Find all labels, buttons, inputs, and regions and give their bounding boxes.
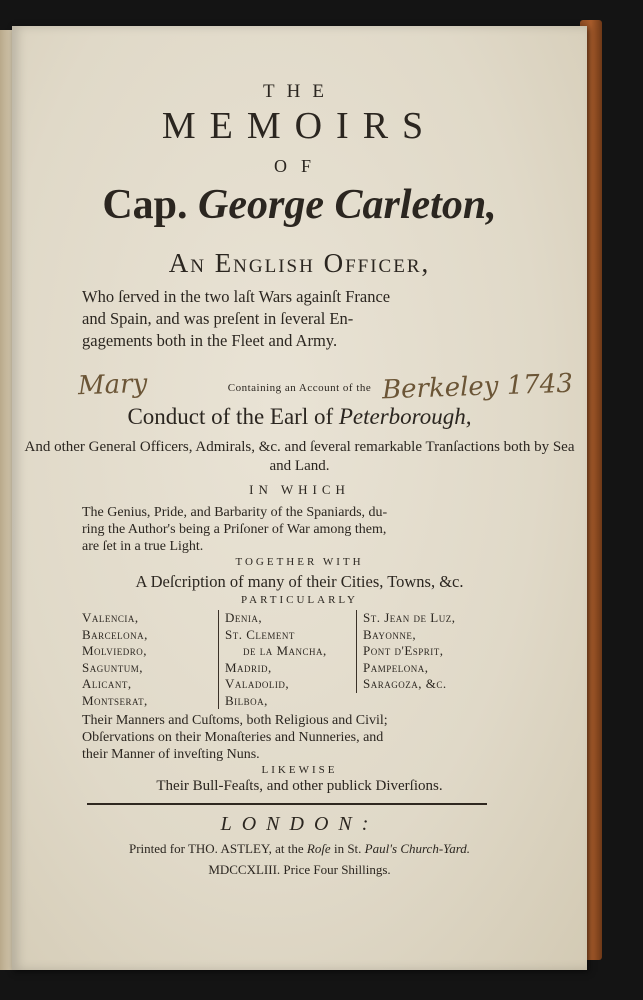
city-name: St. Jean de Luz, (363, 610, 456, 625)
city-name: Valencia, (82, 610, 139, 625)
particularly-heading: PARTICULARLY (241, 594, 358, 606)
divider-rule (87, 803, 487, 805)
city-name: Valadolid, (225, 676, 290, 691)
service-line: gagements both in the Fleet and Army. (82, 331, 338, 350)
city-name: Denia, (225, 610, 263, 625)
genius-line: The Genius, Pride, and Barbarity of the Spaniards, du- (82, 505, 388, 520)
likewise-heading: LIKEWISE (261, 764, 338, 776)
printer-prefix: Printed for THO. ASTLEY, at the (128, 841, 304, 856)
city-name: Madrid, (225, 659, 272, 675)
cities-column-1 (82, 610, 148, 709)
title-the: THE (263, 81, 336, 102)
subtitle-officer: An English Officer, (168, 248, 431, 278)
genius-paragraph (82, 504, 482, 555)
containing-line: Containing an Account of the (227, 382, 372, 394)
service-description (82, 286, 482, 352)
name-italic: George Carleton, (198, 182, 497, 228)
conduct-line (12, 404, 587, 430)
city-name: Saragoza, &c. (363, 676, 447, 691)
city-name: Alicant, (82, 676, 132, 691)
imprint-city: LONDON: (220, 813, 379, 835)
city-name: Bayonne, (363, 626, 417, 642)
city-name: Pont d'Esprit, (363, 643, 444, 658)
together-with-heading: TOGETHER WITH (235, 556, 364, 568)
title-of: OF (273, 156, 325, 176)
genius-line: are ſet in a true Light. (82, 539, 204, 554)
city-name: Pampelona, (363, 659, 429, 675)
printer-italic: Roſe (306, 841, 331, 856)
manners-line: Obſervations on their Monaſteries and Nunneries, and (82, 730, 384, 745)
conduct-prefix: Conduct of the Earl of (127, 404, 334, 429)
manners-line: Their Manners and Cuſtoms, both Religious and Civil; (82, 713, 388, 728)
imprint-date-price: MDCCXLIII. Price Four Shillings. (208, 862, 391, 877)
title-subject-name (12, 181, 587, 229)
service-line: Who ſerved in the two laſt Wars againſt France (82, 287, 391, 306)
city-name: St. Clement (225, 626, 295, 642)
imprint-printer (12, 841, 587, 857)
city-name: Bilboa, (225, 692, 268, 708)
cities-column-2 (218, 610, 327, 709)
conduct-italic: Peterborough, (338, 404, 472, 429)
bull-feasts-line: Their Bull-Feaſts, and other publick Diverſions. (156, 778, 443, 794)
manners-paragraph (82, 712, 482, 763)
handwritten-inscription-surname-year: Berkeley 1743 (381, 368, 574, 406)
city-name: Saguntum, (82, 659, 143, 675)
service-line: and Spain, and was preſent in ſeveral En- (82, 309, 354, 328)
cities-column-3 (356, 610, 455, 693)
printer-italic-2: Paul's Church-Yard. (364, 841, 471, 856)
city-name: Montserat, (82, 692, 148, 708)
name-prefix: Cap. (102, 182, 188, 228)
title-memoirs: MEMOIRS (161, 105, 438, 147)
genius-line: ring the Author's being a Priſoner of War among them, (82, 522, 387, 537)
city-name: de la Mancha, (243, 643, 327, 658)
city-name: Molviedro, (82, 643, 147, 658)
general-officers-line: And other General Officers, Admirals, &c. and ſeveral remarkable Tranſactions both by Sea and Land. (24, 439, 575, 474)
description-line: A Deſcription of many of their Cities, Towns, &c. (135, 572, 464, 591)
printer-mid: in St. (333, 841, 362, 856)
handwritten-inscription-first-name: Mary (77, 368, 148, 402)
in-which-heading: IN WHICH (249, 482, 350, 497)
city-name: Barcelona, (82, 626, 148, 642)
manners-line: their Manner of inveſting Nuns. (82, 747, 260, 762)
title-page (12, 26, 587, 970)
